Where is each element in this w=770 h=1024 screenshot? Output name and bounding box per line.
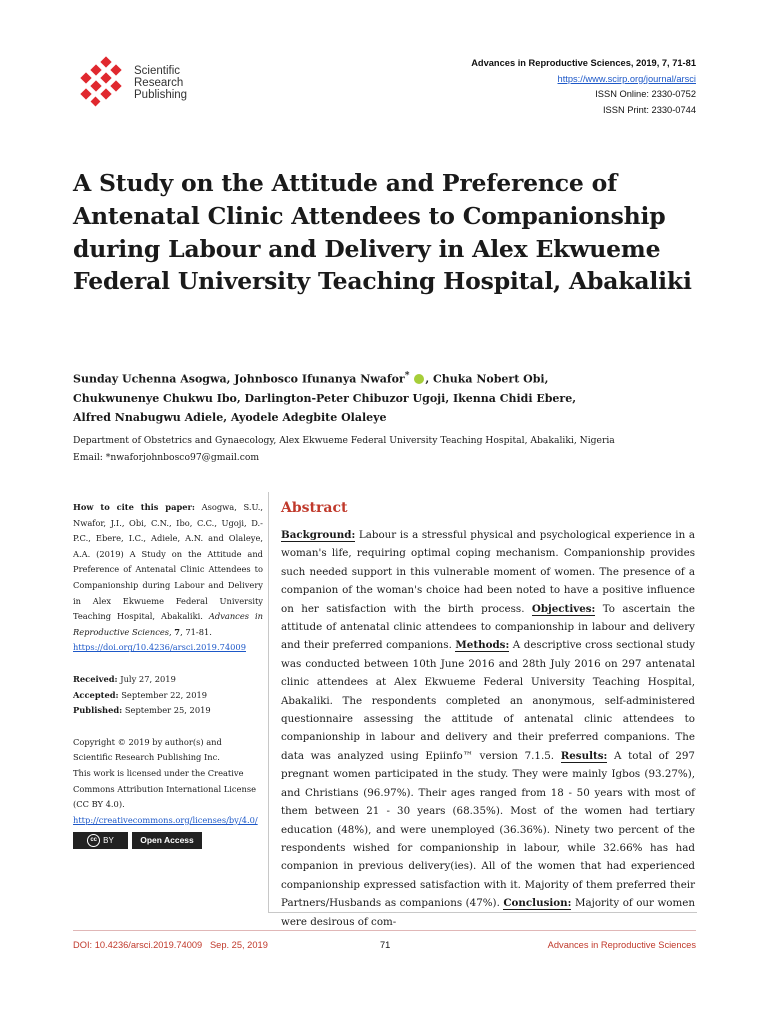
page-number: 71: [380, 940, 391, 950]
copyright-line1: Copyright © 2019 by author(s) and Scientific Research Publishing Inc.: [73, 736, 222, 763]
copyright-line2: This work is licensed under the Creative Commons Attribution International License (CC BY 4.0).: [73, 767, 256, 810]
published-label: Published:: [73, 705, 123, 716]
methods-text: A descriptive cross sectional study was conducted between 10th June 2016 and 28th July 2016 on 297 antenatal clinic attendees at Alex Ekwueme Federal University Teaching Hospital, Abakaliki. The respondents completed an anonymous, self-administered questionnaire assessing the attitude of antenatal clinic attendees to companionship in labour and delivery and their preferred companions. The data was analyzed using Epiinfo™ version 7.1.5.: [281, 639, 695, 762]
dates: [73, 672, 263, 719]
how-to-cite: How to cite this paper: Asogwa, S.U., Nwafor, J.I., Obi, C.N., Ibo, C.C., Ugoji, D.-P.C., Ebere, I.C., Adiele, A.N. and Olaleye, A.A. (2019) A Study on the Attitude and Preference of Antenatal Clinic Attendees to Companionship during Labour and Delivery in Alex Ekwueme Federal University Teaching Hospital, Abakaliki. Advances in Reproductive Sciences, 7, 71-81. https://doi.org/10.4236/arsci.2019.74009: [73, 502, 263, 653]
received-date: July 27, 2019: [117, 673, 176, 684]
authors-part1: Sunday Uchenna Asogwa, Johnbosco Ifunanya Nwafor: [73, 372, 405, 386]
published-date: September 25, 2019: [122, 705, 211, 716]
cite-text: Asogwa, S.U., Nwafor, J.I., Obi, C.N., Ibo, C.C., Ugoji, D.-P.C., Ebere, I.C., Adiele, A.N. and Olaleye, A.A. (2019) A Study on the Attitude and Preference of Antenatal Clinic Attendees to Companionship during Labour and Delivery in Alex Ekwueme Federal University Teaching Hospital, Abakaliki.: [73, 502, 263, 622]
cite-volume: 7: [174, 626, 181, 637]
footer-date: Sep. 25, 2019: [209, 940, 268, 950]
accepted-date: September 22, 2019: [118, 689, 208, 700]
footer-divider: [73, 930, 696, 931]
received-label: Received:: [73, 673, 118, 684]
results-text: A total of 297 pregnant women participated in the study. They were mainly Igbos (93.27%), and Christians (96.97%). Their ages ranged from 18 - 50 years with most of them between 21 - 30 years (68.35%). Most of the women had tertiary education (48%), and were unemployed (36.36%). Ninety two percent of the respondents wished for companionship in labour, while 32.66% has had companion in previous delivery(ies). All of the women that had experienced companionship expressed satisfaction with it. Majority of them preferred their Partners/Husbands as companions (47%).: [281, 749, 695, 910]
background-text: Labour is a stressful physical and psychological experience in a woman's life, requiring optimal coping mechanism. Companionship provides such needed support in this vulnerable moment of women. The presence of a companion of the woman's choice had been noted to have a positive influence on her satisfaction with the birth process.: [281, 529, 695, 615]
objectives-label: Objectives:: [531, 602, 596, 615]
left-sidebar: [73, 500, 263, 849]
journal-info: [471, 56, 696, 118]
srp-logo-icon: [78, 56, 130, 108]
background-label: Background:: [281, 529, 356, 541]
conclusion-label: Conclusion:: [503, 897, 572, 910]
footer-doi-text: DOI: 10.4236/arsci.2019.74009: [73, 940, 203, 950]
logo-line1: Scientific: [134, 65, 181, 77]
accepted-label: Accepted:: [73, 689, 119, 700]
affiliation-block: [73, 432, 713, 466]
cite-journal: Advances in Reproductive Sciences: [73, 611, 263, 637]
abstract-text: [281, 526, 695, 931]
paper-title: A Study on the Attitude and Preference of Antenatal Clinic Attendees to Companionship during Labour and Delivery in Alex Ekwueme Federal University Teaching Hospital, Abakaliki: [73, 169, 692, 296]
authors-line2: Chukwunenye Chukwu Ibo, Darlington-Peter Chibuzor Ugoji, Ikenna Chidi Ebere,: [73, 391, 577, 405]
publisher-logo[interactable]: [78, 56, 238, 108]
journal-url-link[interactable]: https://www.scirp.org/journal/arsci: [557, 73, 696, 84]
affiliation: Department of Obstetrics and Gynaecology, Alex Ekwueme Federal University Teaching Hospital, Abakaliki, Nigeria: [73, 435, 615, 446]
creative-commons-icon: cc: [87, 834, 100, 847]
issn-print: ISSN Print: 2330-0744: [602, 104, 696, 115]
footer-journal: Advances in Reproductive Sciences: [547, 940, 696, 950]
cc-by-badge[interactable]: [73, 832, 128, 849]
license-link[interactable]: http://creativecommons.org/licenses/by/4.0/: [73, 814, 258, 825]
footer-doi: [73, 940, 268, 950]
corresponding-asterisk: *: [404, 370, 410, 381]
open-access-badge[interactable]: Open Access: [132, 832, 202, 849]
logo-line3: Publishing: [134, 89, 188, 101]
orcid-icon[interactable]: [414, 374, 424, 384]
methods-label: Methods:: [455, 639, 510, 652]
cite-label: How to cite this paper:: [73, 502, 195, 512]
logo-line2: Research: [134, 77, 184, 89]
email[interactable]: Email: *nwaforjohnbosco97@gmail.com: [73, 452, 260, 463]
badges: [73, 832, 263, 849]
copyright: [73, 735, 263, 829]
author-list: [73, 366, 713, 427]
cite-pages: , 71-81.: [180, 626, 212, 637]
authors-line3: Alfred Nnabugwu Adiele, Ayodele Adegbite Olaleye: [73, 410, 387, 424]
cc-by-label: BY: [103, 835, 114, 845]
authors-part2: , Chuka Nobert Obi,: [425, 372, 549, 386]
abstract-heading: Abstract: [281, 500, 348, 516]
conclusion-text: Majority of our women were desirous of com-: [281, 897, 695, 928]
results-label: Results:: [560, 749, 608, 762]
objectives-text: To ascertain the attitude of antenatal clinic attendees to companionship in labour and delivery and their preferred companions.: [281, 602, 695, 652]
cite-doi-link[interactable]: https://doi.org/10.4236/arsci.2019.74009: [73, 642, 246, 653]
journal-citation: Advances in Reproductive Sciences, 2019, 7, 71-81: [471, 58, 696, 68]
issn-online: ISSN Online: 2330-0752: [595, 89, 696, 100]
